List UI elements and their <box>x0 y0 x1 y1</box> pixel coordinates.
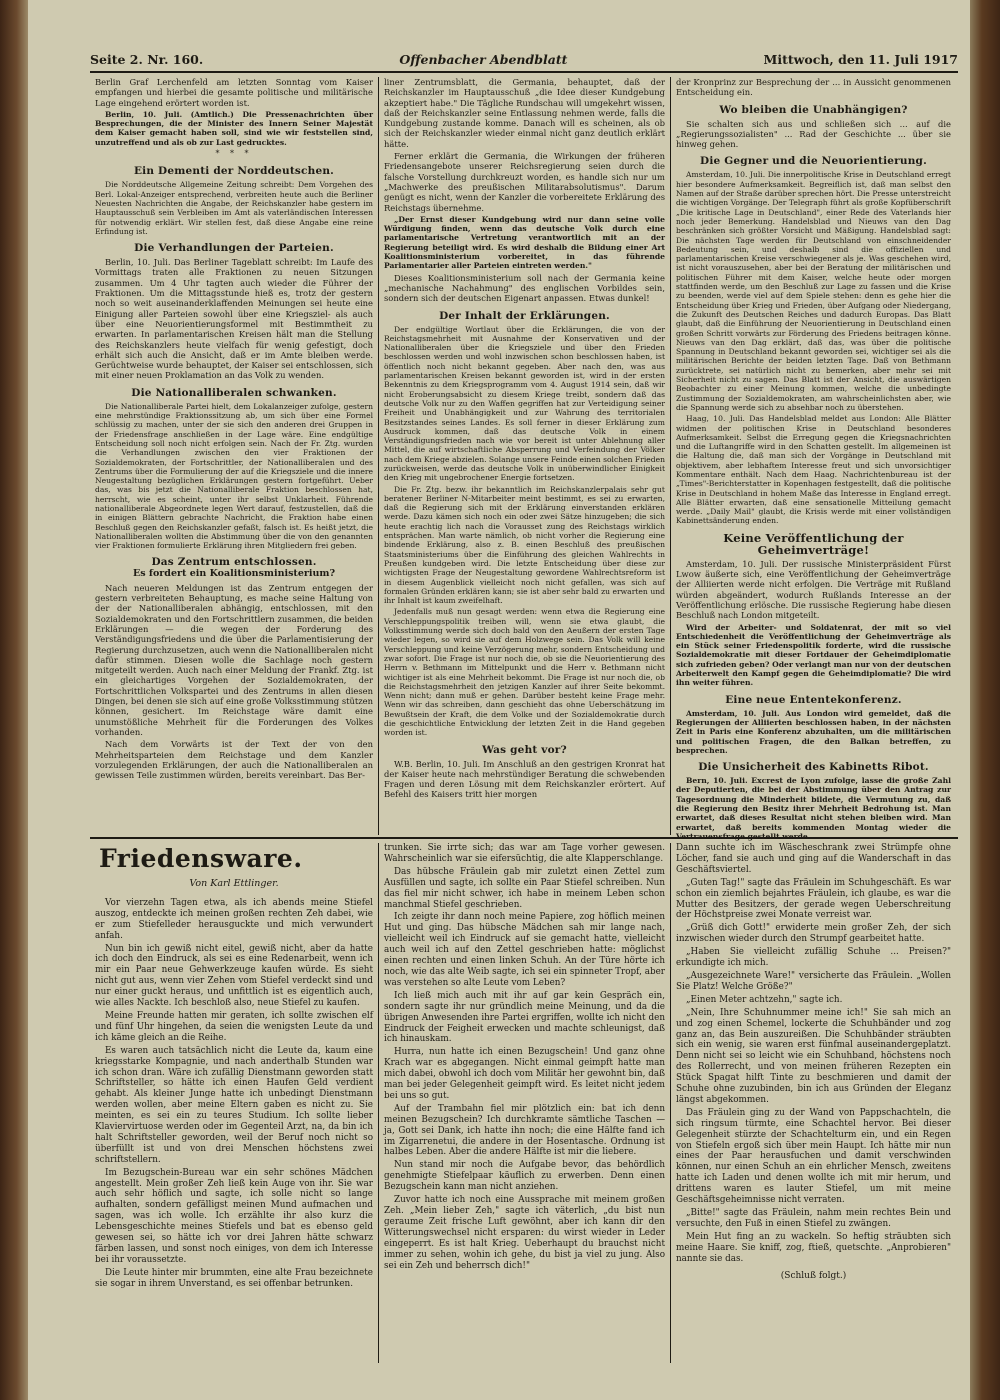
newspaper-page <box>28 0 970 1400</box>
paragraph: Mein Hut fing an zu wackeln. So heftig sträubten sich meine Haare. Sie kniff, zog, ftieß, quetschte. „Anprobieren" nannte sie das. <box>676 1231 951 1264</box>
paragraph: Berlin, 10. Juli. (Amtlich.) Die Pressenachrichten über Besprechungen, die der Minister des Innern Seiner Majestät dem Kaiser gemacht haben soll, sind wie wir feststellen sind, unzutreffend und als ob zur Last gedrucktes. <box>95 109 373 147</box>
paragraph: Ich zeigte ihr dann noch meine Papiere, zog höflich meinen Hut und ging. Das hübsche Mädchen sah mir lange nach, vielleicht weil ich Eindruck auf sie gemacht hatte, vielleicht auch weil ich auf den Zettel geschrieben hatte: möglichst einen rechten und einen linken Schuh. An der Türe hörte ich noch, wie das alte Weib sagte, ich sei ein spinneter Tropf, aber was verstehen so alte Leute vom Leben? <box>384 912 665 988</box>
paragraph: Nun stand mir noch die Aufgabe bevor, das behördlich genehmigte Stiefelpaar käuflich zu erwerben. Denn einen Bezugschein kann man nicht anziehen. <box>384 1160 665 1193</box>
paragraph: Es waren auch tatsächlich nicht die Leute da, kaum eine kriegsstarke Kompagnie, und nach anderthalb Stunden war ich schon dran. Wäre ich zufällig Dienstmann geworden statt Schriftsteller, so hätte ich einen Haufen Geld verdient gehabt. Als kleiner Junge hatte ich unbedingt Dienstmann werden wollen, aber meine Eltern gaben es nicht zu. Sie meinten, es sei ein zu teures Studium. Ich sollte lieber Klaviervirtuose werden oder im Gegenteil Arzt, na, da bin ich halt Schriftsteller geworden, weil der Beruf noch nicht so überfüllt ist und von drei Menschen höchstens zwei schriftstellern. <box>95 1045 373 1165</box>
paragraph: Hurra, nun hatte ich einen Bezugschein! Und ganz ohne Krach war es abgegangen. Nicht einmal geimpft hatte man mich dabei, obwohl ich doch vom Militär her gewohnt bin, daß man bei jeder Gelegenheit geimpft wird. Es leitet nicht jedem bei uns so gut. <box>384 1047 665 1101</box>
feuilleton-column-2 <box>378 843 670 1363</box>
paragraph: liner Zentrumsblatt, die Germania, behauptet, daß der Reichskanzler im Hauptausschuß „die Idee dieser Kundgebung akzeptiert habe." Die Tägliche Rundschau will umgekehrt wissen, daß der Reichskanzler seine Entlassung nehmen werde, falls die Kundgebung zustande komme. Danach will es scheinen, als ob sich der Reichskanzler wieder einmal nicht ganz deutlich erklärt hätte. <box>384 77 665 149</box>
masthead <box>90 52 958 69</box>
paragraph: Nun bin ich gewiß nicht eitel, gewiß nicht, aber da hatte ich doch den Eindruck, als sei es eine Redenarbeit, wenn ich mir ein Paar neue Gehwerkzeuge kaufen würde. Es sieht nicht gut aus, wenn vier Zehen vom Stiefel verdeckt sind und nur einer guckt heraus, und unfittlich ist es eigentlich auch, wie alles Nackte. Ich beschloß also, neue Stiefel zu kaufen. <box>95 943 373 1009</box>
book-binding <box>0 0 28 1400</box>
paragraph: „Bitte!" sagte das Fräulein, nahm mein rechtes Bein und versuchte, den Fuß in einen Stiefel zu zwängen. <box>676 1208 951 1229</box>
paragraph: Amsterdam, 10. Juli. Aus London wird gemeldet, daß die Regierungen der Alliierten beschlossen haben, in der nächsten Zeit in Paris eine Konferenz abzuhalten, um die militärischen und politischen Fragen, die den Balkan betreffen, zu besprechen. <box>676 708 951 755</box>
paragraph: Dieses Koalitionsministerium soll nach der Germania keine „mechanische Nachahmung" des englischen Vorbildes sein, sondern sich der deutschen Eigenart anpassen. Etwas dunkel! <box>384 272 665 304</box>
column-1 <box>90 77 378 835</box>
byline: Von Karl Ettlinger. <box>189 878 279 889</box>
paragraph: Wird der Arbeiter- und Soldatenrat, der mit so viel Entschiedenheit die Veröffentlichung der Geheimverträge als ein Stück seiner Friedenspolitik forderte, wird die russische Sozialdemokratie mit dieser Fortdauer der Geheimdiplomatie sich zufrieden geben? Oder verlangt man nur von der deutschen Arbeiterwelt den Kampf gegen die Geheimdiplomatie? Die wird ihn weiter führen. <box>676 622 951 688</box>
feuilleton-title: Friedensware. <box>99 844 303 873</box>
column-2 <box>378 77 670 835</box>
news-section <box>90 77 958 841</box>
paragraph: „Grüß dich Gott!" erwiderte mein großer Zeh, der sich inzwischen wieder durch den Strumpf gearbeitet hatte. <box>676 923 951 945</box>
paragraph: Das Fräulein ging zu der Wand von Pappschachteln, die sich ringsum türmte, eine Schachtel hervor. Bei dieser Gelegenheit stürzte der Schachtelturm ein, und ein Regen von Stiefeln ergoß sich über mein Haupt. Ich hätte mir nun eines der Paar herausfuchen und damit verschwinden können, nur einen Schuh an ein ehrlicher Mensch, zweitens hatte ich Laden und denen wollte ich mit mir herum, und drittens waren es lauter Stiefel, um mit meine Geschäftsgeheimnisse nicht verraten. <box>676 1107 951 1206</box>
feuilleton-section <box>90 843 958 1363</box>
paragraph: Nach neueren Meldungen ist das Zentrum entgegen der gestern verbreiteten Behauptung, es mache seine Haltung von der der Nationalliberalen abhängig, entschlossen, mit den Sozialdemokraten und den Fortschrittlern zusammen, die beiden Erklärungen — die wegen der Forderung des Verständigungsfriedens und die über die Parlamentisierung der Regierung durchzusetzen, auch wenn die Nationalliberalen nicht dafür stimmen. Diesen wolle die Sachlage noch gestern mitgeteilt werden. Auch nach einer Meldung der Frankf. Ztg. ist ein gleichartiges Vorgehen der Sozialdemokraten, der Fortschrittlichen Volkspartei und des Zentrums in allen diesen Dingen, bei denen sie sich auf eine große Volksstimmung stützen können, gesichert. Im Reichstage wäre damit eine unumstößliche Mehrheit für die Forderungen des Volkes vorhanden. <box>95 582 373 737</box>
paragraph: „Nein, Ihre Schuhnummer meine ich!" Sie sah mich an und zog einen Schemel, lockerte die Schuhbänder und zog ganz an, das Bein auszureißen. Die Schuhbänder sträubten sich ein wenig, sie waren erst fünfmal auseinandergeplatzt. Denn nicht sei so leicht wie ein Schuhband, höchstens noch des Rollerrecht, und von meinen früheren Rezepten ein Stück Spagat hilft Tinte zu beschmieren und damit der Schuhe ohne zuzubinden, bin ich aus Gründen der Eleganz längst abgekommen. <box>676 1007 951 1105</box>
headline: Die Verhandlungen der Parteien. <box>134 242 334 255</box>
headline: Ein Dementi der Norddeutschen. <box>133 165 335 178</box>
paragraph: Nach dem Vorwärts ist der Text der von den Mehrheitsparteien dem Reichstage und dem Kanzler vorzulegenden Erklärungen, der auch die Nationalliberalen an gewissen Teile zustimmen würden, bereits vereinbart. Das Ber- <box>95 739 373 781</box>
to-be-continued: (Schluß folgt.) <box>780 1270 847 1281</box>
paragraph: Berlin Graf Lerchenfeld am letzten Sonntag vom Kaiser empfangen und hierbei die gesamte politische und militärische Lage eingehend erörtert worden ist. <box>95 77 373 108</box>
headline: Die Nationalliberalen schwanken. <box>131 386 337 399</box>
feuilleton-column-3 <box>670 843 956 1363</box>
paragraph: trunken. Sie irrte sich; das war am Tage vorher gewesen. Wahrscheinlich war sie eifersüchtig, die alte Klapperschlange. <box>384 843 665 864</box>
paragraph: Ferner erklärt die Germania, die Wirkungen der früheren Friedensangebote unserer Reichsregierung seien durch die falsche Vorstellung durchkreuzt worden, es handle sich nur um „Machwerke des preußischen Militarabsolutismus". Darum genügt es nicht, wenn der Kanzler die vorbereitete Erklärung des Reichstags übernehme. <box>384 151 665 213</box>
headline: Wo bleiben die Unabhängigen? <box>719 103 908 116</box>
paragraph: Die Leute hinter mir brummten, eine alte Frau bezeichnete sie sogar in ihrem Unverstand, es sei offenbar betrunken. <box>95 1267 373 1289</box>
issue-date: Mittwoch, den 11. Juli 1917 <box>763 52 958 67</box>
paragraph: Berlin, 10. Juli. Das Berliner Tageblatt schreibt: Im Laufe des Vormittags traten alle Fraktionen zu neuen Sitzungen zusammen. Um 4 Uhr tagten auch wieder die Führer der Fraktionen. Um die Mittagsstunde hieß es, trotz der gestern noch so weit auseinanderklaffenden Meinungen sei heute eine Einigung aller Parteien sowohl über eine Kriegsziel- als auch über eine Neuorientierungsformel mit Bestimmtheit zu erwarten. In parlamentarischen Kreisen hält man die Stellung des Reichskanzlers heute vielfach für wenig gefestigt, doch erhält sich auch die Ansicht, daß er im Amte bleiben werde. Gerüchtweise wurde behauptet, der Kaiser sei entschlossen, sich mit einer neuen Proklamation an das Volk zu wenden. <box>95 257 373 381</box>
paragraph: Die Fr. Ztg. bezw. ihr bekanntlich im Reichskanzlerpalais sehr gut beratener Berliner N-Mitarbeiter meint bestimmt, es sei zu erwarten, daß die Regierung sich mit der Erklärung einverstanden erklären werde. Dazu kämen sich noch ein oder zwei Sätze hinzugeben; die sich heute erachtig lich nach die Vorausset zung des Reichstags wirklich entsprächen. Man warte nämlich, ob nicht vorher die Regierung eine bindende Erklärung, also z. B. einen Beschluß des preußischen Staatsministeriums über die Einführung des gleichen Wahlrechts in Preußen kundgeben wird. Die letzte Entscheidung über diese zur wichtigsten Frage der Neugestaltung gewordene Wahlrechtsreform ist in diesem Augenblick vielleicht noch nicht gefallen, was sich auf formalen Gründen erklären kann; sie ist aber sehr bald zu erwarten und ihr Inhalt ist kaum zweifelhaft. <box>384 484 665 606</box>
paragraph: „Guten Tag!" sagte das Fräulein im Schuhgeschäft. Es war schon ein ziemlich bejahrtes Fräulein, ich glaube, es war die Mutter des Besitzers, der gerade wegen Ueberschreitung der Höchstpreise zwei Monate verreist war. <box>676 877 951 921</box>
headline: Keine Veröffentlichung der Geheimverträge! <box>723 530 904 557</box>
paragraph: der Kronprinz zur Besprechung der ... in Aussicht genommenen Entscheidung ein. <box>676 77 951 98</box>
paragraph: Die Nationalliberale Partei hielt, dem Lokalanzeiger zufolge, gestern eine mehrstündige Fraktionssitzung ab, um sich über eine Formel schlüssig zu machen, unter der sie sich den anderen drei Gruppen in der Friedensfrage anschließen in der Lage wäre. Eine endgültige Entscheidung soll noch nicht erfolgen sein. Nach der Fr. Ztg. wurden die Verhandlungen zwischen den vier Fraktionen der Sozialdemokraten, der Fortschrittler, der Nationalliberalen und des Zentrums über die Formulierung der auf die Kriegsziele und die innere Neugestaltung bezüglichen Erklärungen gestern fortgeführt. Ueber das, was bis jetzt die Nationalliberale Fraktion beschlossen hat, herrscht, wie es scheint, unter ihr selbst Unklarheit. Führende nationalliberale Abgeordnete legen Wert darauf, festzustellen, daß die in einigen Blättern gebrachte Nachricht, die Fraktion habe einen Beschluß gegen den Reichskanzler gefaßt, falsch ist. Es heißt jetzt, die Nationalliberalen wollten die Abstimmung über die von den genannten vier Fraktionen formulierte Erklärung ihren Mitgliedern frei geben. <box>95 401 373 551</box>
feuilleton-column-1 <box>90 843 378 1363</box>
paragraph: Sie schalten sich aus und schließen sich ... auf die „Regierungssozialisten" ... Rad der Geschichte ... über sie hinweg gehen. <box>676 118 951 150</box>
paragraph: „Einen Meter achtzehn," sagte ich. <box>686 994 843 1005</box>
paragraph: Der endgültige Wortlaut über die Erklärungen, die von der Reichstagsmehrheit mit Ausnahme der Konservativen und der Nationalliberalen über die Kriegsziele und über den Frieden beschlossen werden und wohl inzwischen schon beschlossen haben, ist öffentlich noch nicht bekannt gegeben. Aber nach den, was aus parlamentarischen Kreisen bekannt geworden ist, wird in der ersten Bekenntnis zu dem Kriegsprogramm vom 4. August 1914 sein, daß wir nicht Eroberungsabsicht zu diesem Kriege treibt, sondern daß das deutsche Volk nur zu den Waffen gegriffen hat zur Verteidigung seiner Freiheit und Unabhängigkeit und zur Wahrung des territorialen Besitzstandes seines Landes. Es soll ferner in dieser Erklärung zum Ausdruck kommen, daß das deutsche Volk in einem Verständigungsfrieden nach wie vor bereit ist unter Ablehnung aller Mittel, die auf wirtschaftliche Absperrung und Verfeindung der Völker nach dem Kriege abzielen. Solange unsere Feinde einen solchen Frieden zurückweisen, werde das deutsche Volk in unüberwindlicher Einigkeit den Krieg mit ungebrochener Energie fortsetzen. <box>384 324 665 483</box>
paragraph: Bern, 10. Juli. Excrest de Lyon zufolge, lasse die große Zahl der Deputierten, die bei der Abstimmung über den Antrag zur Tagesordnung die Minderheit bildete, die Vermutung zu, daß die Regierung den Besitz ihrer Mehrheit Bedrohung ist. Man erwartet, daß dieses Resultat nicht stehen bleiben wird. Man erwartet, daß bereits kommenden Montag wieder die Vertrauensfrage gestellt werde. <box>676 776 951 841</box>
headline: Das Zentrum entschlossen. <box>151 556 317 569</box>
headline: Die Unsicherheit des Kabinetts Ribot. <box>698 761 929 774</box>
masthead-rule <box>90 71 958 73</box>
headline: Der Inhalt der Erklärungen. <box>439 309 610 322</box>
separator: * * * <box>215 149 253 159</box>
page-number: Seite 2. Nr. 160. <box>90 52 204 67</box>
paragraph: Amsterdam, 10. Juli. Die innerpolitische Krise in Deutschland erregt hier besondere Aufmerksamkeit. Begreiflich ist, daß man selbst den Namen auf der Straße darüber sprechen hört. Die Presse unterstreicht die wichtigen Vorgänge. Der Telegraph führt als große Kopfüberschrift „Die kritische Lage in Deutschland", einer Rede des Vaterlands hier noch jeder Bemerkung. Handelsblad und Nieuws van den Dag beschränken sich größter Vorsicht und Mäßigung. Handelsblad sagt: Die nächsten Tage werden für Deutschland von einschneidender Bedeutung sein, und deshalb sind die offiziellen und parlamentarischen Kreise verschwiegener als je. Was geschehen wird, ist nicht vorauszusehen, aber bei der Beratung der militärischen und politischen Führer mit dem Kaiser, welche heute oder morgen stattfinden werde, um den Beschluß zur Lage zu fassen und die Krise zu beenden, werde viel auf dem Spiele stehen: denn es gehe hier die Entscheidung über Krieg und Frieden, über Aufgang oder Niedergang, die Zukunft des Deutschen Reiches und dadurch Europas. Das Blatt glaubt, daß die Einführung der Neuorientierung in Deutschland einen großen Schritt vorwärts zur Förderung des Friedens beitragen könne. Nieuws van den Dag erklärt, daß das, was über die politische Spannung in Deutschland bekannt geworden sei, wichtiger sei als die militärischen Berichte der beiden letzten Tage. Daß von Bethmann zurücktrete, sei natürlich nicht zu bemerken, aber mehr sei mit Sicherheit nicht zu sagen. Das Blatt ist der Ansicht, die auswärtigen Beobachter zu einer Meinung kommen, welche die unbedingte Zustimmung der Sozialdemokraten, am wahrscheinlichsten aber, wie die Spannung werde sich zu absehbar noch zu überstehen. <box>676 170 951 412</box>
headline: Die Gegner und die Neuorientierung. <box>700 155 927 168</box>
paragraph: Ich ließ mich auch mit ihr auf gar kein Gespräch ein, sondern sagte ihr nur gründlich meine Meinung, und da die übrigen Anwesenden ihre Partei ergriffen, wollte ich nicht den Eindruck der Feigheit erwecken und machte schleunigst, daß ich hinauskam. <box>384 990 665 1045</box>
paragraph: Meine Freunde hatten mir geraten, ich sollte zwischen elf und fünf Uhr hingehen, da seien die wenigsten Leute da und ich käme gleich an die Reihe. <box>95 1010 373 1043</box>
paragraph: Haag, 10. Juli. Das Handelsblad meldet aus London: Alle Blätter widmen der politischen Krise in Deutschland besonderes Aufmerksamkeit. Selbst die Erregung gegen die Kriegsnachrichten und die Luftangriffe wird in den Schatten gestellt. Im allgemeinen ist die Haltung die, daß man sich der Vorgänge in Deutschland mit objektivem, aber lebhaftem Interesse freut und sich unvorsichtiger Kommentare enthält. Nach dem Haag. Nachrichtenbureau ist der „Times"-Berichterstatter in Kopenhagen festgestellt, daß die politische Krise in Deutschland in hohem Maße das Interesse in England erregt. Alle Blätter erwarten, daß eine sensationelle Mitteilung gemacht werde. „Daily Mail" glaubt, die Krisis werde mit einer vollständigen Kabinettsänderung enden. <box>676 414 951 526</box>
paragraph: Auf der Trambahn fiel mir plötzlich ein: bat ich denn meinen Bezugschein? Ich durchkramte sämtliche Taschen — ja, Gott sei Dank, ich hatte ihn noch; die eine Hälfte fand ich im Zigarrenetui, die andere in der Hosentasche. Ordnung ist halbes Leben. Aber die andere Hälfte ist mir die liebere. <box>384 1103 665 1158</box>
paragraph: Im Bezugschein-Bureau war ein sehr schönes Mädchen angestellt. Mein großer Zeh ließ kein Auge von ihr. Sie war auch sehr höflich und sagte, ich solle nicht so lange aufhalten, sondern gefälligst meinen Mund aufmachen und sagen, was ich wolle. Ich erzählte ihr also kurz die Lebensgeschichte meines Stiefels und bat es ebenso geld gewesen sei, so hätte ich vor drei Jahren hätte schwarz färben lassen, und sonst noch einiges, von dem ich Interesse bei ihr voraussetzte. <box>95 1167 373 1265</box>
paragraph: „Haben Sie vielleicht zufällig Schuhe ... Preisen?" erkundigte ich mich. <box>676 947 951 969</box>
page-edge <box>970 0 1000 1400</box>
column-3 <box>670 77 956 841</box>
headline: Was geht vor? <box>482 743 567 756</box>
paragraph: „Der Ernst dieser Kundgebung wird nur dann seine volle Würdigung finden, wenn das deutsche Volk durch eine parlamentarische Vertretung verantwortlich mit an der Regierung beteiligt wird. Es wird deshalb die Bildung einer Art Koalitionsministerium vorbereitet, in das führende Parlamentarier aller Parteien eintreten werden." <box>384 214 665 271</box>
paragraph: Das hübsche Fräulein gab mir zuletzt einen Zettel zum Ausfüllen und sagte, ich sollte ein Paar Stiefel schreiben. Nun das fiel mir nicht schwer, ich habe in meinem Leben schon manchmal Stiefel geschrieben. <box>384 866 665 910</box>
paragraph: W.B. Berlin, 10. Juli. Im Anschluß an den gestrigen Kronrat hat der Kaiser heute nach mehrstündiger Beratung die schwebenden Fragen und deren Lösung mit dem Reichskanzler erörtert. Auf Befehl des Kaisers tritt hier morgen <box>384 758 665 800</box>
subheadline: Es fordert ein Koalitionsministerium? <box>132 568 336 580</box>
paragraph: Vor vierzehn Tagen etwa, als ich abends meine Stiefel auszog, entdeckte ich meinen großen rechten Zeh dabei, wie er zum Stiefelleder herausguckte und mich verwundert anfah. <box>95 897 373 941</box>
paragraph: „Ausgezeichnete Ware!" versicherte das Fräulein. „Wollen Sie Platz! Welche Größe?" <box>676 970 951 992</box>
paragraph: Die Norddeutsche Allgemeine Zeitung schreibt: Dem Vorgehen des Berl. Lokal-Anzeiger entsprechend, verbreiten heute auch die Berliner Neuesten Nachrichten die Angabe, der Reichskanzler habe gestern im Hauptausschuß sein Verbleiben im Amt als vaterländischen Interessen für notwendig erklärt. Wir stellen fest, daß diese Angabe eine reine Erfindung ist. <box>95 180 373 236</box>
headline: Eine neue Ententekonferenz. <box>725 693 902 706</box>
paper-name: Offenbacher Abendblatt <box>399 52 568 67</box>
paragraph: Jedenfalls muß nun gesagt werden: wenn etwa die Regierung eine Verschleppungspolitik treiben will, wenn sie etwa glaubt, die Volksstimmung werde sich doch bald von den Aeußern der ersten Tage wieder legen, so wird sie auf dem Holzwege sein. Das Volk will keine Verschleppung und keine Verzögerung mehr, sondern Entscheidung und zwar sofort. Die Frage ist nur noch die, ob sie die Neuorientierung des Herrn v. Bethmann im Mittelpunkt und die Herr v. Bethmann nicht wichtiger ist als eine Mehrheit bekommt. Die Frage ist nur noch die, ob die Reichstagsmehrheit den jetzigen Kanzler auf ihrer Seite bekommt. Wenn nicht; dann muß er gehen. Darüber besteht keine Frage mehr. Wenn wir das schreiben, dann geschieht das ohne Ueberschätzung im Bewußtsein der Kraft, die dem Volke und der Sozialdemokratie durch die geschichtliche Entwicklung der letzten Zeit in die Hand gegeben worden ist. <box>384 607 665 738</box>
paragraph: Zuvor hatte ich noch eine Aussprache mit meinem großen Zeh. „Mein lieber Zeh," sagte ich väterlich, „du bist nun geraume Zeit frische Luft gewöhnt, aber ich kann dir den Witterungswechsel nicht ersparen: du wirst wieder in Leder eingeperrt. Es ist halt Krieg. Ueberhaupt du brauchst nicht immer zu sehen, wohin ich gehe, du bist ja viel zu jung. Also sei ein Zeh und beherrsch dich!" <box>384 1195 665 1271</box>
paragraph: Amsterdam, 10. Juli. Der russische Ministerpräsident Fürst Lwow äußerte sich, eine Veröffentlichung der Geheimverträge der Alliierten werde nicht erfolgen. Die Verträge mit Rußland würden abgeändert, wodurch Rußlands Interesse an der Veröffentlichung erlösche. Die russische Regierung habe diesen Beschluß nach London mitgeteilt. <box>676 558 951 621</box>
paragraph: Dann suchte ich im Wäscheschrank zwei Strümpfe ohne Löcher, fand sie auch und ging auf die Wanderschaft in das Geschäftsviertel. <box>676 843 951 875</box>
